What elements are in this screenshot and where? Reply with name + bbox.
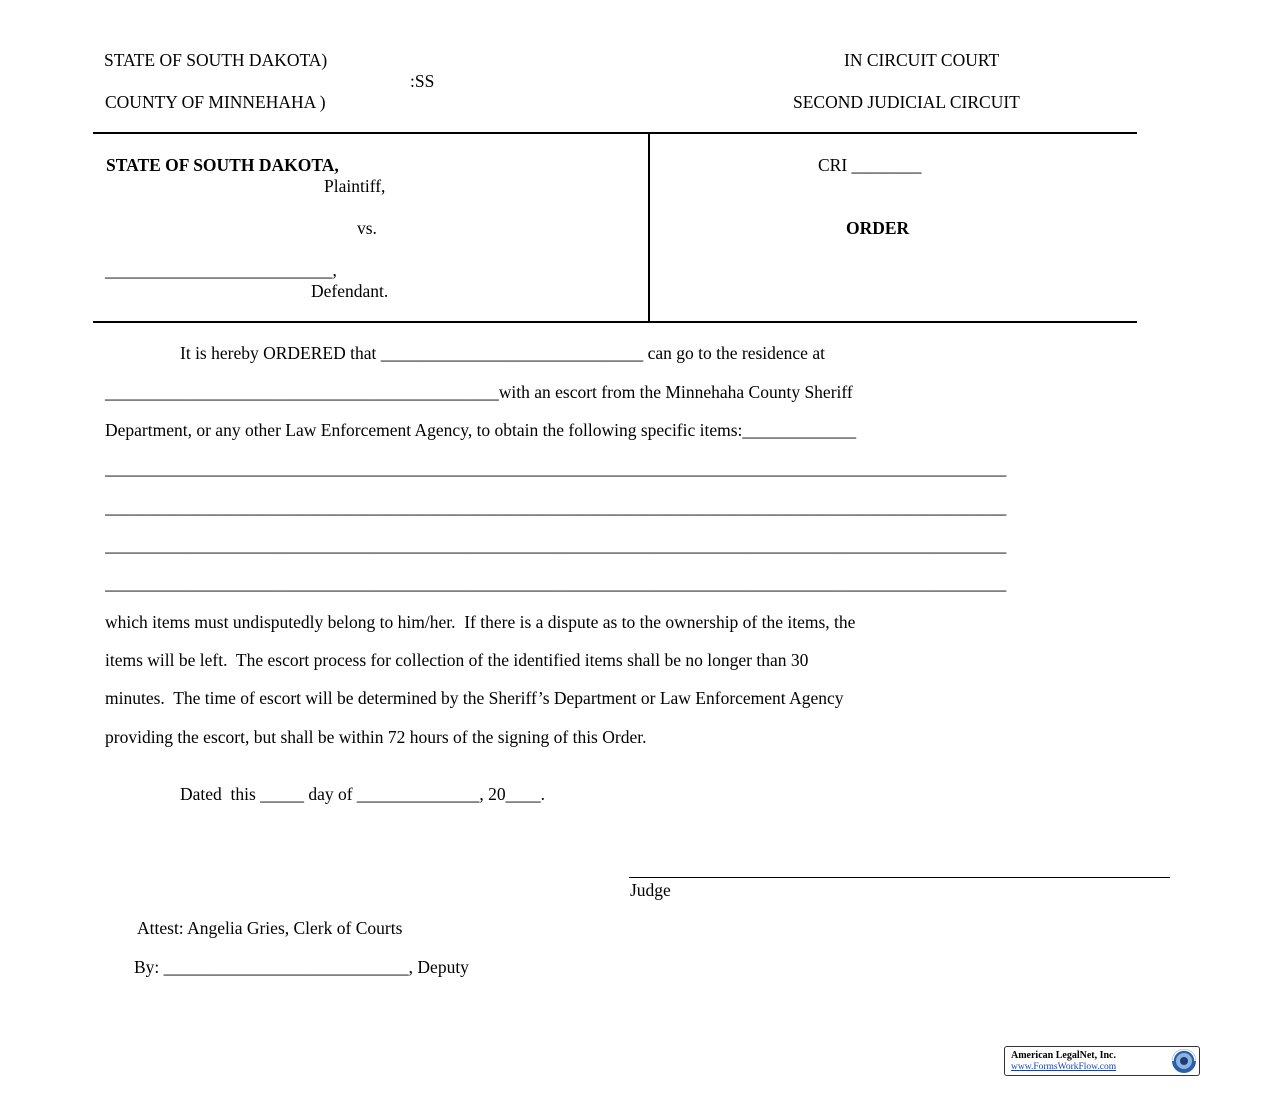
items-blank-line: _______________________________________________________________________________________________________ — [105, 460, 1007, 478]
condition-line-4: providing the escort, but shall be within 72 hours of the signing of this Order. — [105, 727, 647, 747]
judge-label: Judge — [630, 880, 671, 900]
dated-line: Dated this _____ day of ______________, 20____. — [180, 784, 546, 804]
document-title: ORDER — [846, 218, 910, 238]
order-line-1: It is hereby ORDERED that ______________________________ can go to the residence at — [180, 343, 825, 363]
state-venue: STATE OF SOUTH DAKOTA) — [104, 50, 328, 70]
plaintiff-name: STATE OF SOUTH DAKOTA, — [106, 155, 339, 175]
items-blank-line: _______________________________________________________________________________________________________ — [105, 537, 1007, 555]
order-line-2: _____________________________________________with an escort from the Minnehaha County Sheriff — [105, 382, 853, 402]
ss-marker: :SS — [410, 71, 435, 91]
defendant-blank: __________________________, — [105, 260, 337, 280]
case-number: CRI ________ — [818, 155, 922, 175]
caption-divider — [648, 134, 650, 322]
judge-signature-line — [629, 877, 1170, 878]
condition-line-3: minutes. The time of escort will be determined by the Sheriff’s Department or Law Enforcement Agency — [105, 688, 844, 708]
caption-top-rule — [93, 132, 1137, 134]
condition-line-1: which items must undisputedly belong to him/her. If there is a dispute as to the ownership of the items, the — [105, 612, 856, 632]
county-venue: COUNTY OF MINNEHAHA ) — [105, 92, 326, 112]
publisher-logo — [1004, 1046, 1200, 1076]
plaintiff-label: Plaintiff, — [324, 176, 386, 196]
order-line-3: Department, or any other Law Enforcement Agency, to obtain the following specific items:_____________ — [105, 420, 857, 440]
circuit-name: SECOND JUDICIAL CIRCUIT — [793, 92, 1020, 112]
publisher-name: American LegalNet, Inc. — [1011, 1050, 1116, 1061]
items-blank-line: _______________________________________________________________________________________________________ — [105, 575, 1007, 593]
caption-bottom-rule — [93, 321, 1137, 323]
publisher-url[interactable]: www.FormsWorkFlow.com — [1011, 1062, 1117, 1072]
condition-line-2: items will be left. The escort process for collection of the identified items shall be no longer than 30 — [105, 650, 809, 670]
deputy-line: By: ____________________________, Deputy — [134, 957, 469, 977]
globe-icon — [1171, 1048, 1197, 1074]
attest-line: Attest: Angelia Gries, Clerk of Courts — [137, 918, 403, 938]
defendant-label: Defendant. — [311, 281, 389, 301]
court-name: IN CIRCUIT COURT — [844, 50, 1000, 70]
items-blank-line: _______________________________________________________________________________________________________ — [105, 499, 1007, 517]
versus: vs. — [357, 218, 377, 238]
